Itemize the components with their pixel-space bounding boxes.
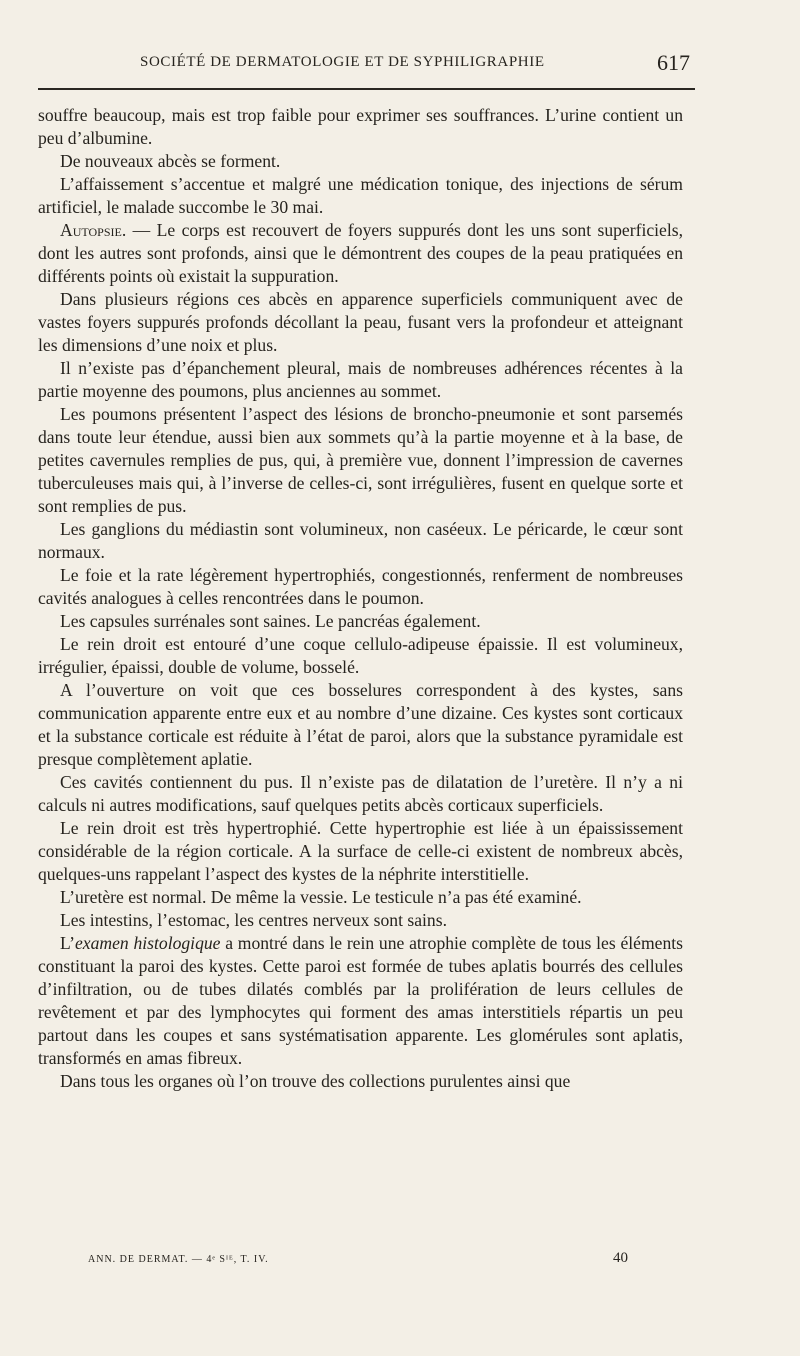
header-rule bbox=[38, 88, 695, 90]
paragraph: L’affaissement s’accentue et malgré une médication tonique, des injections de sérum artificiel, le malade succombe le 30 mai. bbox=[38, 174, 683, 217]
paragraph: L’uretère est normal. De même la vessie. Le testicule n’a pas été examiné. bbox=[60, 887, 582, 907]
paragraph: Les poumons présentent l’aspect des lésions de broncho-pneumonie et sont parsemés dans toute leur étendue, aussi bien aux sommets qu’à la partie moyenne et à la base, de petites cavernules remplies de pus, qui, à première vue, donnent l’impression de cavernes tuberculeuses mais qui, à l’inverse de celles-ci, sont irrégulières, fusent en quelque sorte et sont remplies de pus. bbox=[38, 404, 683, 516]
section-label-autopsie: Autopsie. bbox=[60, 220, 127, 240]
paragraph: Les intestins, l’estomac, les centres nerveux sont sains. bbox=[60, 910, 447, 930]
paragraph: Le rein droit est entouré d’une coque cellulo-adipeuse épaissie. Il est volumineux, irrégulier, épaissi, double de volume, bosselé. bbox=[38, 634, 683, 677]
footer-signature: ANN. DE DERMAT. — 4ᵉ Sᴵᴱ, T. IV. bbox=[88, 1254, 269, 1265]
paragraph-text: — Le corps est recouvert de foyers suppurés dont les uns sont superficiels, dont les autres sont profonds, ainsi que le démontrent des coupes de la peau pratiquées en différents points où existait la suppuration. bbox=[38, 220, 683, 286]
paragraph: Dans plusieurs régions ces abcès en apparence superficiels communiquent avec de vastes foyers suppurés profonds décollant la peau, fusant vers la profondeur et atteignant les dimensions d’une noix et plus. bbox=[38, 289, 683, 355]
paragraph-text: a montré dans le rein une atrophie complète de tous les éléments constituant la paroi des kystes. Cette paroi est formée de tubes aplatis bourrés des cellules d’infiltration, ou de tubes dilatés comblés par la prolifération de leurs cellules de revêtement et par des lymphocytes qui forment des amas interstitiels répartis un peu partout dans les coupes et sans systématisation apparente. Les glomérules sont aplatis, transformés en amas fibreux. bbox=[38, 933, 683, 1068]
paragraph bbox=[38, 219, 683, 288]
italic-term: examen histologique bbox=[75, 933, 221, 953]
paragraph: Les capsules surrénales sont saines. Le pancréas également. bbox=[60, 611, 481, 631]
paragraph: Le foie et la rate légèrement hypertrophiés, congestionnés, renferment de nombreuses cavités analogues à celles rencontrées dans le poumon. bbox=[38, 565, 683, 608]
running-title: SOCIÉTÉ DE DERMATOLOGIE ET DE SYPHILIGRAPHIE bbox=[140, 54, 545, 70]
paragraph: Les ganglions du médiastin sont volumineux, non caséeux. Le péricarde, le cœur sont normaux. bbox=[38, 519, 683, 562]
paragraph bbox=[38, 932, 683, 1070]
paragraph: Il n’existe pas d’épanchement pleural, mais de nombreuses adhérences récentes à la partie moyenne des poumons, plus anciennes au sommet. bbox=[38, 358, 683, 401]
footer-sheet-number: 40 bbox=[613, 1250, 628, 1266]
page-number: 617 bbox=[657, 50, 690, 75]
running-head bbox=[140, 50, 690, 78]
paragraph-prefix: L’ bbox=[60, 933, 75, 953]
paragraph: A l’ouverture on voit que ces bosselures correspondent à des kystes, sans communication apparente entre eux et au nombre d’une dizaine. Ces kystes sont corticaux et la substance corticale est réduite à l’état de paroi, alors que la substance pyramidale est presque complètement aplatie. bbox=[38, 680, 683, 769]
body-text bbox=[38, 104, 683, 1093]
page-footer bbox=[88, 1250, 628, 1270]
paragraph: Dans tous les organes où l’on trouve des collections purulentes ainsi que bbox=[60, 1071, 571, 1091]
paragraph: Ces cavités contiennent du pus. Il n’existe pas de dilatation de l’uretère. Il n’y a ni calculs ni autres modifications, sauf quelques petits abcès corticaux superficiels. bbox=[38, 772, 683, 815]
paragraph: souffre beaucoup, mais est trop faible pour exprimer ses souffrances. L’urine contient un peu d’albumine. bbox=[38, 105, 683, 148]
paragraph: Le rein droit est très hypertrophié. Cette hypertrophie est liée à un épaississement considérable de la région corticale. A la surface de celle-ci existent de nombreux abcès, quelques-uns rappelant l’aspect des kystes de la néphrite interstitielle. bbox=[38, 818, 683, 884]
paragraph: De nouveaux abcès se forment. bbox=[60, 151, 281, 171]
